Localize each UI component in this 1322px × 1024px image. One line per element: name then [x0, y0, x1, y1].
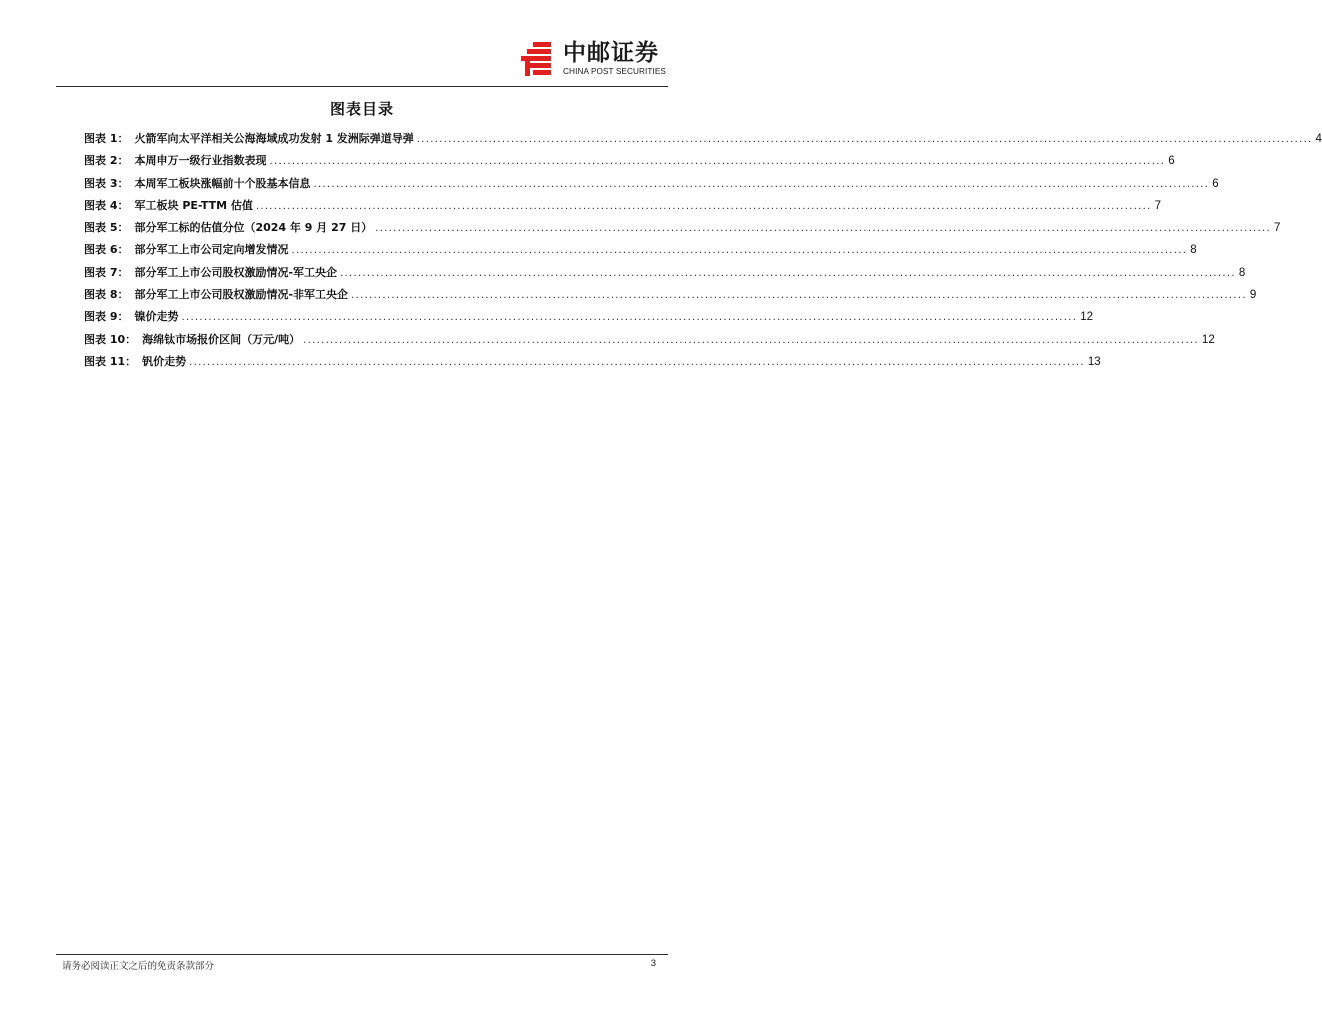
- toc-entry[interactable]: [84, 353, 1101, 375]
- china-post-logo-icon: [517, 40, 557, 80]
- footer-page-number: 3: [650, 958, 656, 969]
- toc-dot-leader: ........................................................................................................................................................................................................: [416, 134, 1313, 145]
- toc-entry[interactable]: [84, 264, 1246, 286]
- toc-dot-leader: ........................................................................................................................................................................................................: [351, 290, 1247, 302]
- toc-entry-page: 12: [1201, 333, 1215, 346]
- toc-entry-title: 钒价走势: [142, 354, 187, 368]
- toc-dot-leader: ........................................................................................................................................................................................................: [189, 356, 1085, 368]
- footer-disclaimer: 请务必阅读正文之后的免责条款部分: [62, 961, 215, 972]
- toc-entry-title: 镍价走势: [134, 310, 179, 324]
- toc-entry[interactable]: [84, 152, 1175, 174]
- toc-entry-label: 图表 3：: [84, 176, 129, 190]
- toc-dot-leader: ........................................................................................................................................................................................................: [181, 312, 1078, 324]
- toc-entry[interactable]: [84, 331, 1215, 353]
- toc-entry-title: 本周军工板块涨幅前十个股基本信息: [134, 176, 311, 190]
- toc-entry[interactable]: [84, 175, 1219, 197]
- toc-entry-label: 图表 11：: [84, 354, 137, 368]
- toc-entry-title: 海绵钛市场报价区间（万元/吨）: [142, 332, 301, 346]
- toc-dot-leader: ........................................................................................................................................................................................................: [269, 156, 1166, 168]
- toc-entry-page: 9: [1249, 289, 1257, 302]
- toc-entry[interactable]: [84, 241, 1197, 263]
- toc-dot-leader: ........................................................................................................................................................................................................: [340, 267, 1236, 279]
- toc-entry-page: 6: [1212, 177, 1219, 190]
- toc-entry-title: 本周申万一级行业指数表现: [134, 154, 267, 168]
- footer-divider: [56, 954, 668, 955]
- toc-entry-label: 图表 2：: [84, 154, 129, 168]
- toc-entry-title: 部分军工标的估值分位（2024 年 9 月 27 日）: [134, 221, 373, 235]
- logo-english-name: CHINA POST SECURITIES: [563, 67, 666, 76]
- toc-entry-page: 12: [1080, 311, 1094, 324]
- toc-entry[interactable]: [84, 286, 1257, 308]
- toc-entry-label: 图表 10：: [84, 332, 137, 346]
- toc-entry-title: 部分军工上市公司股权激励情况-非军工央企: [134, 288, 349, 302]
- toc-entry-label: 图表 8：: [84, 288, 129, 302]
- toc-entry[interactable]: [84, 130, 1322, 152]
- toc-title: 图表目录: [329, 100, 394, 118]
- toc-entry-label: 图表 4：: [84, 198, 129, 212]
- toc-entry-page: 4: [1315, 133, 1322, 145]
- toc-dot-leader: ........................................................................................................................................................................................................: [303, 334, 1199, 346]
- toc-dot-leader: ........................................................................................................................................................................................................: [255, 200, 1152, 212]
- toc-entry-title: 军工板块 PE-TTM 估值: [134, 198, 253, 212]
- toc-entry[interactable]: [84, 197, 1162, 219]
- toc-dot-leader: ........................................................................................................................................................................................................: [291, 245, 1188, 257]
- toc-entry-title: 部分军工上市公司股权激励情况-军工央企: [134, 265, 338, 279]
- toc-entry-label: 图表 1：: [84, 132, 129, 145]
- toc-dot-leader: ........................................................................................................................................................................................................: [313, 178, 1210, 190]
- toc-entry-page: 7: [1273, 222, 1281, 235]
- toc-entry-page: 8: [1238, 266, 1246, 279]
- toc-entry-title: 火箭军向太平洋相关公海海域成功发射 1 发洲际弹道导弹: [134, 132, 414, 145]
- page-header: [56, 0, 668, 87]
- toc-entry-page: 7: [1154, 199, 1162, 212]
- toc-entry-title: 部分军工上市公司定向增发情况: [134, 243, 289, 257]
- table-of-figures: [84, 130, 1322, 375]
- toc-entry-page: 8: [1190, 244, 1197, 257]
- toc-entry-page: 6: [1168, 155, 1175, 168]
- toc-dot-leader: ........................................................................................................................................................................................................: [375, 223, 1271, 235]
- toc-entry-page: 13: [1087, 355, 1101, 368]
- toc-entry[interactable]: [84, 219, 1281, 241]
- company-logo: [517, 40, 666, 82]
- logo-chinese-name: 中邮证券: [563, 40, 660, 66]
- toc-entry-label: 图表 5：: [84, 221, 129, 235]
- toc-entry-label: 图表 9：: [84, 310, 129, 324]
- toc-entry[interactable]: [84, 308, 1094, 330]
- toc-entry-label: 图表 7：: [84, 265, 129, 279]
- toc-entry-label: 图表 6：: [84, 243, 129, 257]
